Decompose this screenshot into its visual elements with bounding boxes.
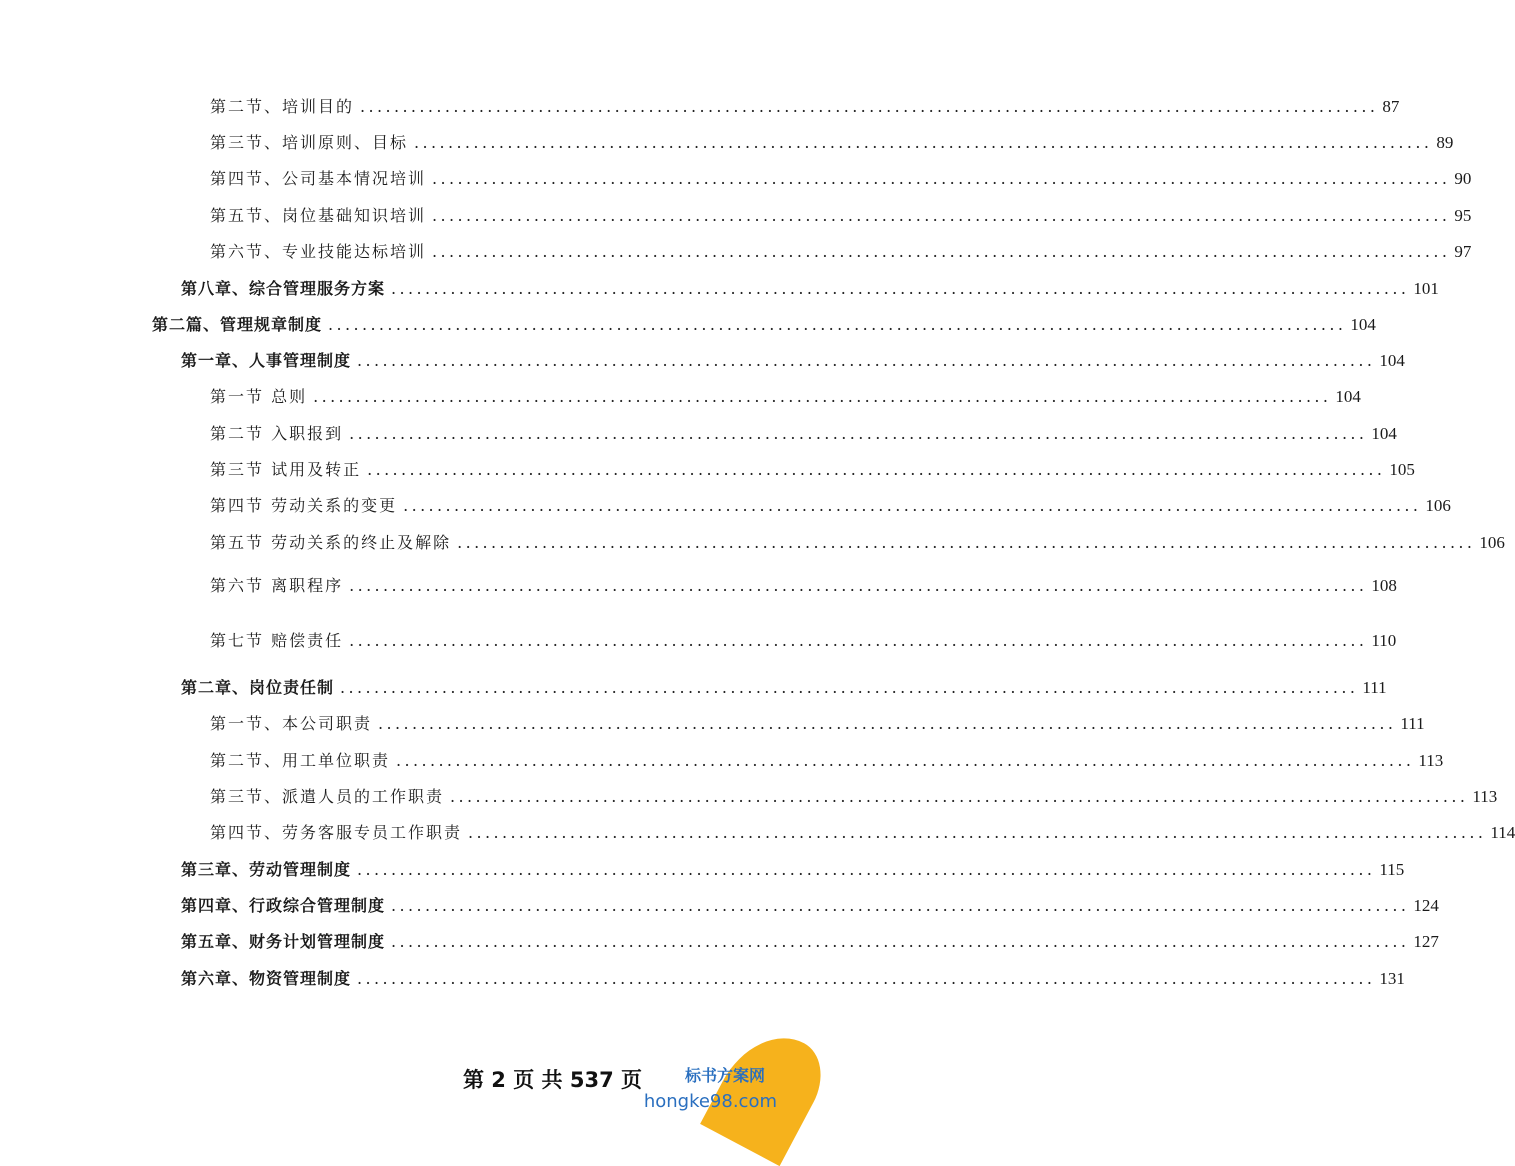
toc-entry-label: 第四章、行政综合管理制度	[181, 896, 386, 915]
toc-entry-label: 第六节 离职程序	[210, 576, 344, 595]
toc-dot-leader: ........................................................................................................................	[313, 387, 1332, 406]
toc-section-entry[interactable]	[210, 576, 1397, 596]
toc-chapter-entry[interactable]	[181, 932, 1439, 952]
toc-page-number: 95	[1454, 206, 1472, 225]
toc-entry-label: 第六节、专业技能达标培训	[210, 242, 427, 261]
toc-entry-label: 第三节 试用及转正	[210, 460, 362, 479]
toc-chapter-entry[interactable]	[181, 678, 1387, 698]
toc-page-number: 104	[1335, 387, 1361, 406]
toc-section-entry[interactable]	[210, 751, 1444, 771]
toc-page-number: 113	[1418, 751, 1444, 770]
toc-chapter-entry[interactable]	[181, 896, 1439, 916]
toc-section-entry[interactable]	[210, 387, 1361, 407]
toc-page-number: 113	[1472, 787, 1498, 806]
toc-chapter-entry[interactable]	[181, 279, 1439, 299]
toc-page-number: 114	[1490, 823, 1515, 842]
toc-entry-label: 第五章、财务计划管理制度	[181, 932, 386, 951]
toc-dot-leader: ........................................................................................................................	[357, 351, 1376, 370]
toc-section-entry[interactable]	[210, 242, 1472, 262]
toc-entry-label: 第三节、培训原则、目标	[210, 133, 409, 152]
toc-dot-leader: ........................................................................................................................	[457, 533, 1476, 552]
toc-part-entry[interactable]	[152, 315, 1376, 335]
toc-entry-label: 第二节、用工单位职责	[210, 751, 391, 770]
toc-section-entry[interactable]	[210, 496, 1451, 516]
toc-page-number: 104	[1379, 351, 1405, 370]
toc-entry-label: 第四节、劳务客服专员工作职责	[210, 823, 463, 842]
toc-dot-leader: ........................................................................................................................	[396, 751, 1415, 770]
toc-dot-leader: ........................................................................................................................	[432, 169, 1451, 188]
toc-dot-leader: ........................................................................................................................	[357, 969, 1376, 988]
toc-dot-leader: ........................................................................................................................	[391, 932, 1410, 951]
toc-dot-leader: ........................................................................................................................	[468, 823, 1487, 842]
toc-section-entry[interactable]	[210, 133, 1454, 153]
toc-page-number: 124	[1413, 896, 1439, 915]
toc-entry-label: 第一节、本公司职责	[210, 714, 373, 733]
toc-section-entry[interactable]	[210, 714, 1425, 734]
toc-page-number: 111	[1400, 714, 1425, 733]
toc-section-entry[interactable]	[210, 424, 1397, 444]
toc-page-number: 104	[1350, 315, 1376, 334]
toc-page-number: 105	[1389, 460, 1415, 479]
toc-page-number: 115	[1379, 860, 1405, 879]
toc-entry-label: 第八章、综合管理服务方案	[181, 279, 386, 298]
toc-chapter-entry[interactable]	[181, 860, 1405, 880]
toc-page-number: 104	[1371, 424, 1397, 443]
toc-page-number: 108	[1371, 576, 1397, 595]
toc-section-entry[interactable]	[210, 823, 1515, 843]
toc-section-entry[interactable]	[210, 460, 1415, 480]
toc-entry-label: 第七节 赔偿责任	[210, 631, 344, 650]
toc-chapter-entry[interactable]	[181, 969, 1405, 989]
toc-dot-leader: ........................................................................................................................	[403, 496, 1422, 515]
toc-page-number: 87	[1382, 97, 1400, 116]
toc-dot-leader: ........................................................................................................................	[349, 424, 1368, 443]
toc-chapter-entry[interactable]	[181, 351, 1405, 371]
toc-page-number: 89	[1436, 133, 1454, 152]
toc-dot-leader: ........................................................................................................................	[414, 133, 1433, 152]
toc-page-number: 106	[1479, 533, 1505, 552]
toc-page-number: 111	[1362, 678, 1387, 697]
toc-page-number: 131	[1379, 969, 1405, 988]
toc-dot-leader: ........................................................................................................................	[360, 97, 1379, 116]
watermark-url: hongke98.com	[643, 1091, 777, 1112]
toc-section-entry[interactable]	[210, 631, 1397, 651]
toc-section-entry[interactable]	[210, 787, 1498, 807]
toc-page-number: 101	[1413, 279, 1439, 298]
toc-entry-label: 第五节、岗位基础知识培训	[210, 206, 427, 225]
toc-dot-leader: ........................................................................................................................	[450, 787, 1469, 806]
page-footer: 第 2 页 共 537 页	[463, 1068, 643, 1092]
toc-entry-label: 第四节 劳动关系的变更	[210, 496, 398, 515]
toc-dot-leader: ........................................................................................................................	[328, 315, 1347, 334]
toc-section-entry[interactable]	[210, 169, 1472, 189]
toc-entry-label: 第六章、物资管理制度	[181, 969, 352, 988]
watermark-title: 标书方案网	[684, 1066, 765, 1085]
toc-dot-leader: ........................................................................................................................	[340, 678, 1359, 697]
toc-entry-label: 第四节、公司基本情况培训	[210, 169, 427, 188]
toc-dot-leader: ........................................................................................................................	[349, 631, 1368, 650]
toc-section-entry[interactable]	[210, 533, 1505, 553]
toc-dot-leader: ........................................................................................................................	[349, 576, 1368, 595]
toc-page-number: 97	[1454, 242, 1472, 261]
toc-entry-label: 第三章、劳动管理制度	[181, 860, 352, 879]
toc-page-number: 110	[1371, 631, 1397, 650]
toc-dot-leader: ........................................................................................................................	[432, 242, 1451, 261]
toc-entry-label: 第三节、派遣人员的工作职责	[210, 787, 445, 806]
toc-dot-leader: ........................................................................................................................	[432, 206, 1451, 225]
toc-page-number: 127	[1413, 932, 1439, 951]
toc-entry-label: 第五节 劳动关系的终止及解除	[210, 533, 452, 552]
toc-section-entry[interactable]	[210, 97, 1400, 117]
toc-dot-leader: ........................................................................................................................	[391, 896, 1410, 915]
toc-dot-leader: ........................................................................................................................	[391, 279, 1410, 298]
toc-entry-label: 第二节、培训目的	[210, 97, 355, 116]
toc-dot-leader: ........................................................................................................................	[378, 714, 1397, 733]
toc-entry-label: 第二节 入职报到	[210, 424, 344, 443]
toc-entry-label: 第一节 总则	[210, 387, 308, 406]
toc-page-number: 106	[1425, 496, 1451, 515]
toc-entry-label: 第一章、人事管理制度	[181, 351, 352, 370]
watermark-logo	[643, 1032, 793, 1122]
toc-section-entry[interactable]	[210, 206, 1472, 226]
toc-dot-leader: ........................................................................................................................	[357, 860, 1376, 879]
toc-page-number: 90	[1454, 169, 1472, 188]
toc-entry-label: 第二章、岗位责任制	[181, 678, 335, 697]
toc-entry-label: 第二篇、管理规章制度	[152, 315, 323, 334]
toc-dot-leader: ........................................................................................................................	[367, 460, 1386, 479]
